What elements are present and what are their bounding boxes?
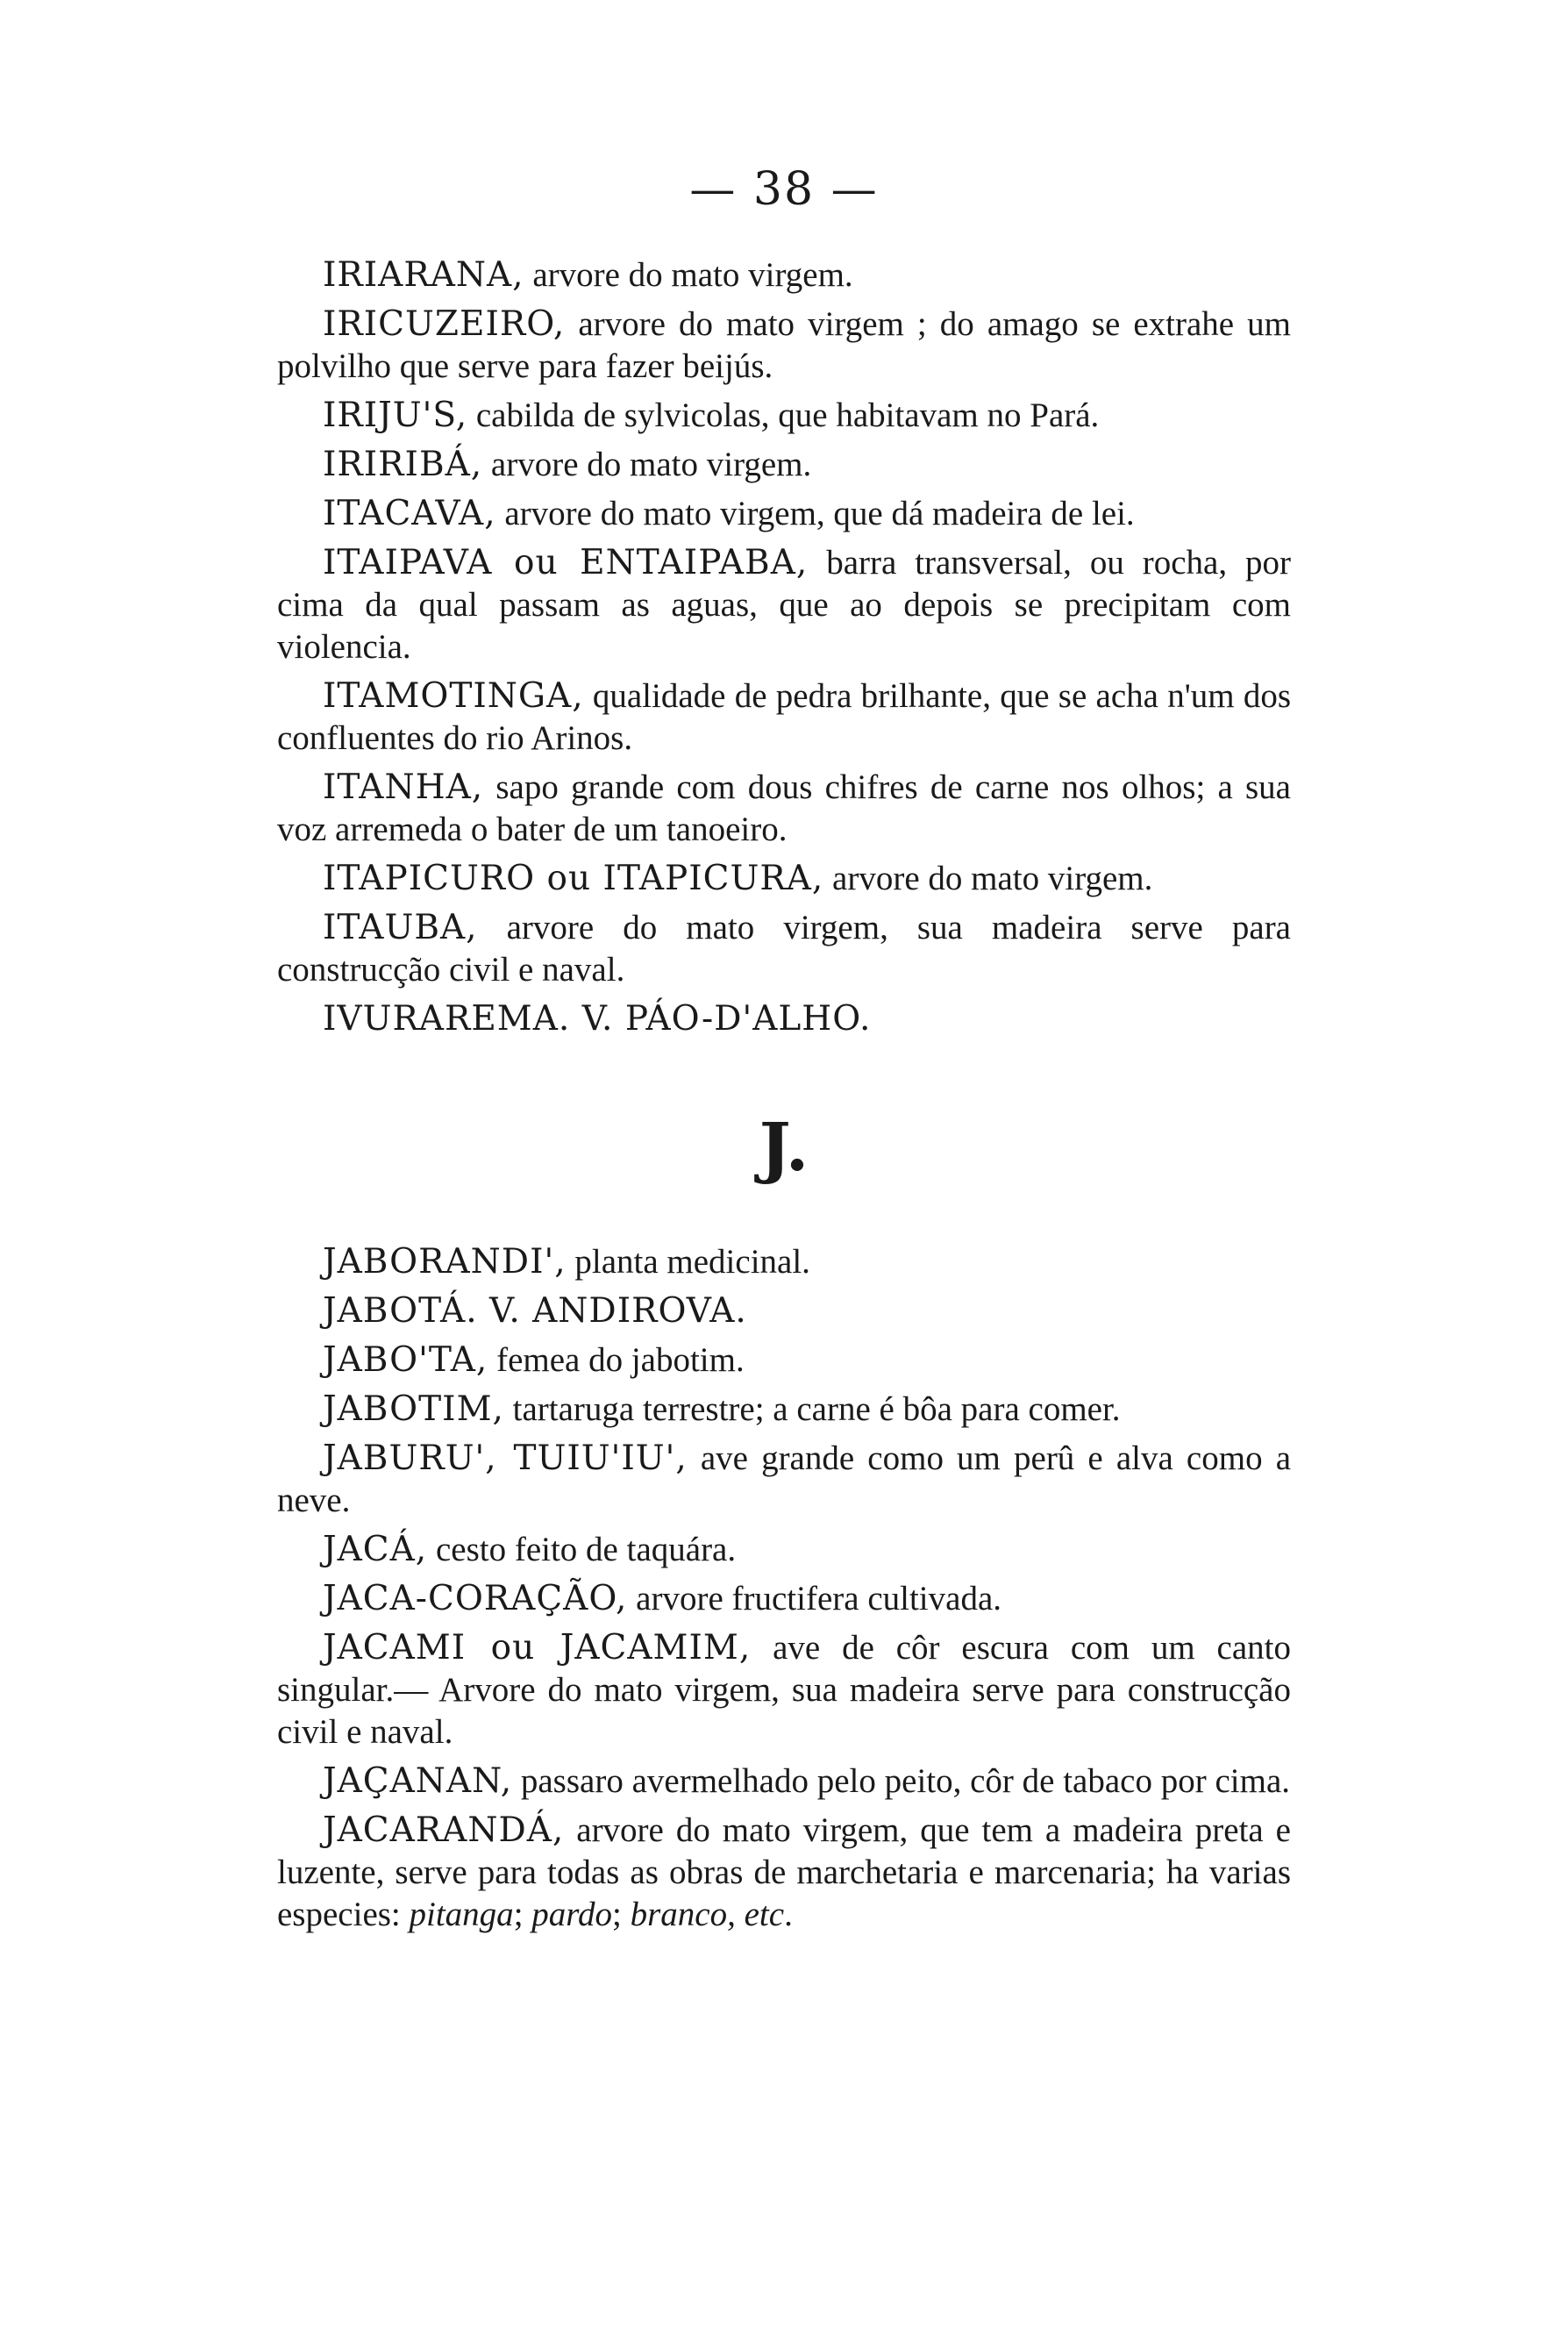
entry-definition: qualidade de pedra brilhante, que se acha n'um dos confluentes do rio Arinos. [277,677,1291,757]
entry-headword: JABOTIM, [323,1389,504,1429]
entry-headword: IRIJU'S, [323,396,468,435]
dictionary-entry [277,1438,1291,1522]
dictionary-entry [277,254,1291,296]
entry-headword: JACA-CORAÇÃO, [323,1579,628,1618]
entries-section-i [277,254,1291,1047]
entry-definition: arvore do mato virgem. [823,860,1153,897]
dictionary-entry [277,444,1291,486]
entry-headword: IVURAREMA. V. PÁO-D'ALHO. [323,999,872,1039]
dictionary-entry [277,998,1291,1040]
entry-headword: IRICUZEIRO, [323,304,566,344]
dictionary-entry [277,1578,1291,1620]
entry-definition: passaro avermelhado pelo peito, côr de tabaco por cima. [512,1762,1291,1800]
entry-definition: femea do jabotim. [488,1341,745,1379]
entry-end: . [784,1896,793,1933]
entry-headword: JACAMI ou JACAMIM, [323,1628,752,1667]
entry-italic-term: pardo [531,1896,613,1933]
dictionary-entry [277,907,1291,991]
dictionary-entry [277,1627,1291,1753]
entry-italic-term: branco, etc [630,1896,785,1933]
entry-definition: arvore do mato virgem ; do amago se extrahe um polvilho que serve para fazer beijús. [277,305,1291,385]
entry-definition: arvore fructifera cultivada. [627,1580,1002,1617]
entry-headword: JAÇANAN, [323,1761,513,1801]
dictionary-entry [277,1760,1291,1803]
entry-definition: cesto feito de taquára. [427,1531,737,1568]
entries-section-j [277,1241,1291,1943]
page-number: — 38 — [689,163,879,216]
entry-italic-term: pitanga [409,1896,514,1933]
entry-definition: arvore do mato virgem, que tem a madeira preta e luzente, serve para todas as obras de marchetaria e marcenaria; ha varias especies: [277,1811,1291,1933]
dictionary-entry [277,1290,1291,1332]
entry-headword: ITAPICURO ou ITAPICURA, [323,859,824,898]
entry-definition: arvore do mato virgem, que dá madeira de lei. [495,495,1135,532]
entry-definition: sapo grande com dous chifres de carne nos olhos; a sua voz arremeda o bater de um tanoeiro. [277,768,1291,848]
entry-definition: arvore do mato virgem, sua madeira serve para construcção civil e naval. [277,909,1291,989]
entry-definition: arvore do mato virgem. [482,446,812,483]
dictionary-entry [277,675,1291,760]
entry-headword: ITAIPAVA ou ENTAIPABA, [323,543,809,582]
dictionary-entry [277,493,1291,535]
entry-headword: JABOTÁ. V. ANDIROVA. [323,1291,747,1331]
entry-definition: tartaruga terrestre; a carne é bôa para comer. [503,1390,1121,1428]
entry-headword: JABORANDI', [323,1242,567,1282]
dictionary-entry [277,858,1291,900]
entry-headword: IRIRIBÁ, [323,445,483,484]
entry-headword: JACARANDÁ, [323,1810,565,1850]
entry-headword: IRIARANA, [323,255,524,295]
dictionary-entry [277,1339,1291,1382]
entry-definition: planta medicinal. [566,1243,810,1281]
dictionary-entry [277,1389,1291,1431]
entry-separator: ; [612,1896,631,1933]
entry-separator: ; [513,1896,532,1933]
entry-definition: ave grande como um perû e alva como a neve. [277,1439,1292,1519]
dictionary-entry [277,303,1291,388]
entry-definition: arvore do mato virgem. [524,256,853,294]
entry-headword: ITAMOTINGA, [323,676,584,716]
entry-headword: JABO'TA, [323,1340,488,1380]
dictionary-entry [277,542,1291,668]
entry-headword: JABURU', TUIU'IU', [323,1439,688,1478]
entry-headword: ITACAVA, [323,494,496,533]
dictionary-entry [277,395,1291,437]
section-letter-heading: J. [759,1108,809,1186]
dictionary-entry [277,1241,1291,1283]
entry-definition: ave de côr escura com um canto singular.— Arvore do mato virgem, sua madeira serve para construcção civil e naval. [277,1629,1291,1751]
entry-definition: barra transversal, ou rocha, por cima da qual passam as aguas, que ao depois se precipitam com violencia. [277,544,1292,666]
entry-headword: JACÁ, [323,1530,428,1569]
dictionary-entry [277,1810,1291,1936]
entry-definition: cabilda de sylvicolas, que habitavam no Pará. [467,396,1100,434]
entry-headword: ITANHA, [323,768,484,807]
entry-headword: ITAUBA, [323,908,478,947]
dictionary-entry [277,767,1291,851]
dictionary-entry [277,1529,1291,1571]
